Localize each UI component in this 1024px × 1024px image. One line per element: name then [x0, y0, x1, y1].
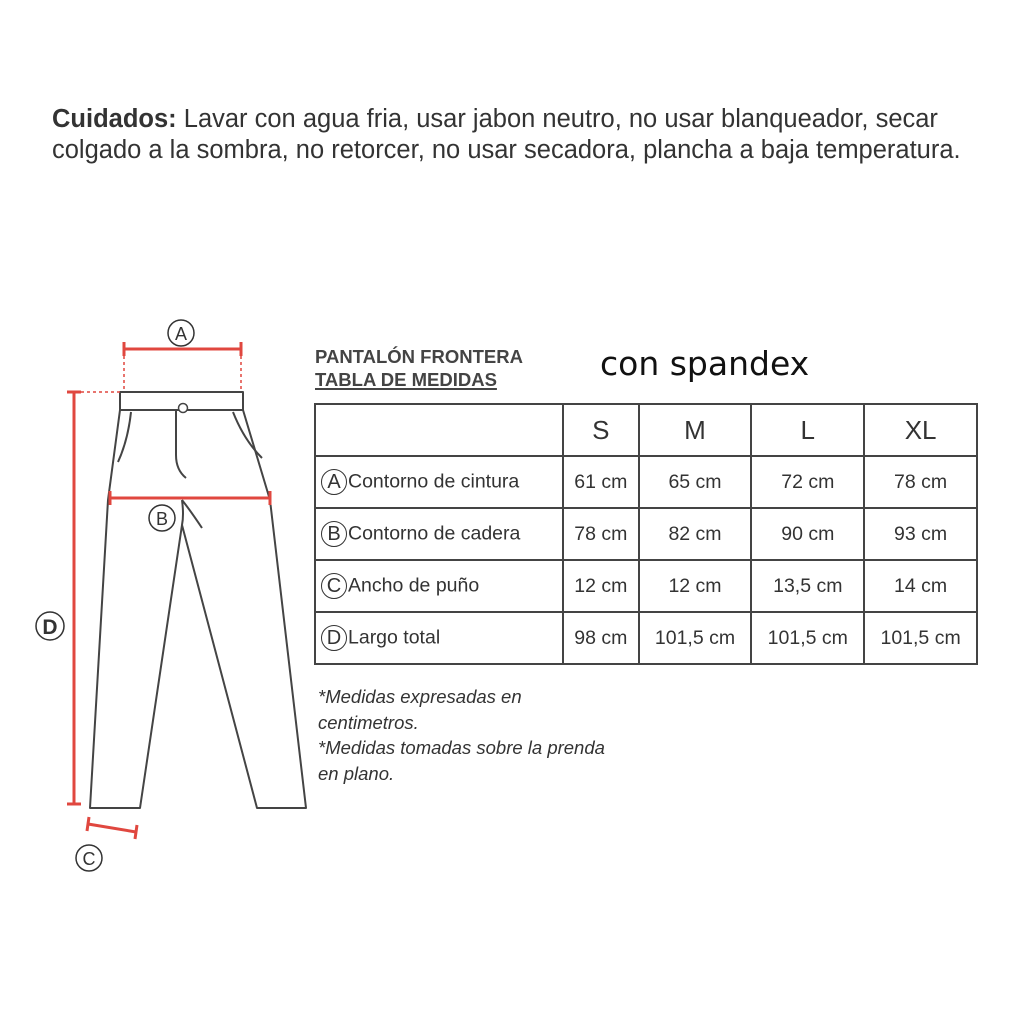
marker-circles [36, 320, 194, 871]
care-text: Lavar con agua fria, usar jabon neutro, no usar blanqueador, secar colgado a la sombra, no retorcer, no usar secadora, plancha a baja temperatura. [52, 105, 961, 164]
table-row [315, 612, 977, 664]
table-cell: 82 cm [639, 508, 752, 560]
table-cell: 101,5 cm [639, 612, 752, 664]
pants-diagram [0, 0, 320, 900]
title-line-1: PANTALÓN FRONTERA [315, 346, 523, 367]
header-empty-cell [315, 404, 563, 456]
row-label-text: Contorno de cintura [348, 470, 520, 493]
title-line-2: TABLA DE MEDIDAS [315, 369, 497, 390]
table-row [315, 560, 977, 612]
size-header-m: M [639, 404, 752, 456]
fly-seam [176, 410, 186, 478]
left-pocket [118, 412, 131, 462]
row-label [315, 508, 563, 560]
row-label-text: Contorno de cadera [348, 522, 521, 545]
size-table [314, 403, 978, 665]
pants-outline [90, 392, 306, 808]
marker-b-icon: B [321, 521, 347, 547]
table-cell: 90 cm [751, 508, 864, 560]
measure-lines [67, 342, 270, 839]
row-label [315, 456, 563, 508]
product-subtitle: con spandex [600, 344, 810, 383]
note-line: *Medidas expresadas en [318, 686, 522, 707]
table-cell: 78 cm [864, 456, 977, 508]
size-header-l: L [751, 404, 864, 456]
table-cell: 14 cm [864, 560, 977, 612]
measure-c-line [88, 824, 136, 832]
marker-b-label: B [155, 509, 169, 529]
table-row [315, 508, 977, 560]
table-row [315, 456, 977, 508]
note-line: *Medidas tomadas sobre la prenda [318, 737, 605, 758]
marker-a-label: A [174, 324, 188, 344]
table-cell: 12 cm [563, 560, 639, 612]
row-label-text: Largo total [348, 626, 441, 649]
product-title [315, 345, 523, 391]
button-icon [179, 404, 188, 413]
size-header-row [315, 404, 977, 456]
table-cell: 65 cm [639, 456, 752, 508]
size-header-s: S [563, 404, 639, 456]
table-cell: 61 cm [563, 456, 639, 508]
marker-d-label: D [42, 616, 58, 639]
pants-body [90, 410, 306, 808]
measurement-notes [318, 684, 678, 786]
marker-letters [42, 324, 187, 869]
table-cell: 13,5 cm [751, 560, 864, 612]
row-label [315, 612, 563, 664]
note-line: centimetros. [318, 711, 419, 733]
table-cell: 78 cm [563, 508, 639, 560]
table-cell: 98 cm [563, 612, 639, 664]
row-label-text: Ancho de puño [348, 574, 480, 597]
table-cell: 93 cm [864, 508, 977, 560]
row-label [315, 560, 563, 612]
marker-c-icon: C [321, 573, 347, 599]
right-pocket [233, 412, 262, 458]
table-cell: 101,5 cm [751, 612, 864, 664]
table-cell: 12 cm [639, 560, 752, 612]
size-header-xl: XL [864, 404, 977, 456]
marker-d-icon: D [321, 625, 347, 651]
care-label: Cuidados: [52, 105, 177, 133]
table-cell: 72 cm [751, 456, 864, 508]
crotch-seam [182, 500, 202, 528]
note-line: en plano. [318, 762, 395, 784]
table-cell: 101,5 cm [864, 612, 977, 664]
marker-a-icon: A [321, 469, 347, 495]
marker-c-label: C [82, 849, 96, 869]
